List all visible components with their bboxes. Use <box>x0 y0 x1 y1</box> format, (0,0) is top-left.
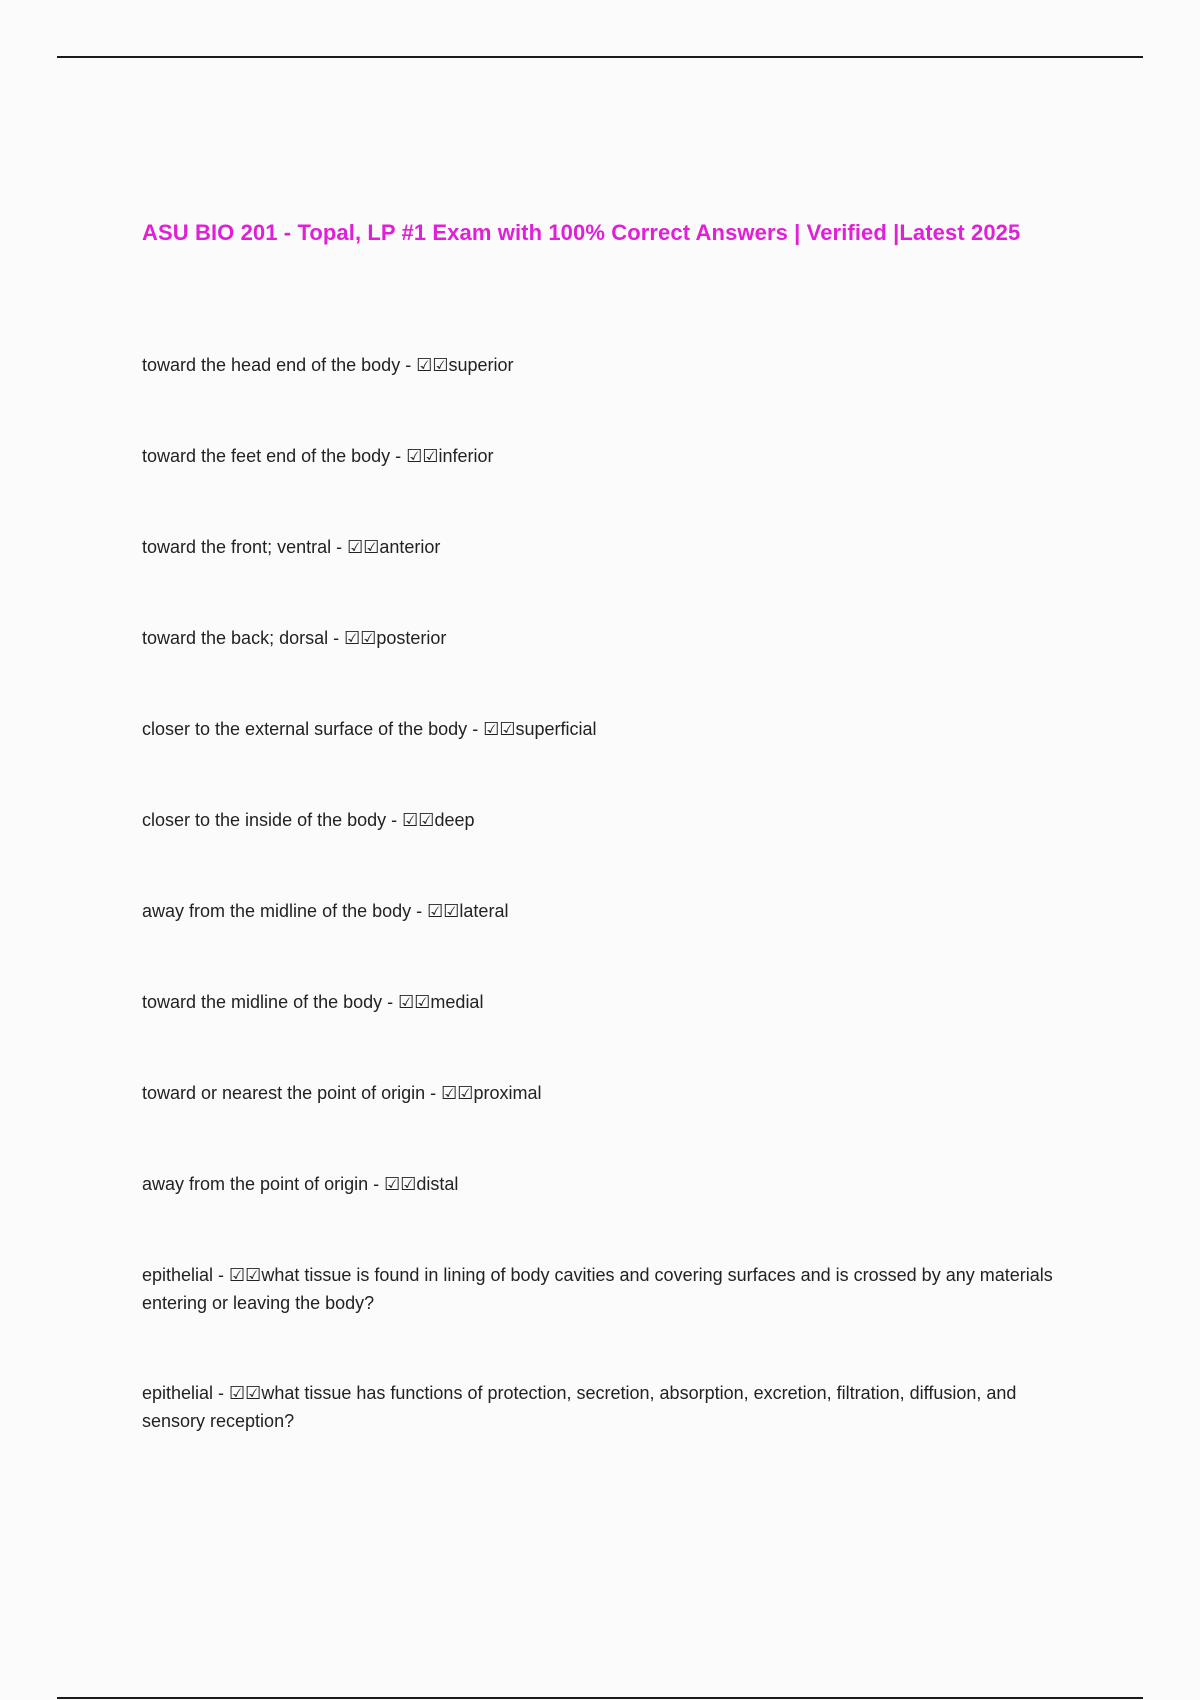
checkbox-icon: ☑☑ <box>441 1083 474 1103</box>
qa-answer: proximal <box>473 1083 542 1103</box>
qa-item <box>142 988 1082 1016</box>
bottom-rule <box>57 1697 1143 1699</box>
qa-list <box>142 351 1082 1497</box>
qa-prompt: toward the front; ventral - <box>142 537 348 557</box>
qa-item <box>142 1261 1082 1317</box>
qa-item <box>142 351 1082 379</box>
qa-item <box>142 715 1082 743</box>
qa-answer: anterior <box>379 537 441 557</box>
qa-answer: posterior <box>376 628 447 648</box>
checkbox-icon: ☑☑ <box>402 810 435 830</box>
checkbox-icon: ☑☑ <box>344 628 377 648</box>
top-rule <box>57 56 1143 58</box>
document-title: ASU BIO 201 - Topal, LP #1 Exam with 100% Correct Answers | Verified |Latest 2025 <box>142 220 1021 245</box>
qa-answer: medial <box>430 992 484 1012</box>
qa-prompt: closer to the inside of the body - <box>142 810 403 830</box>
qa-answer: inferior <box>438 446 494 466</box>
qa-prompt: toward the feet end of the body - <box>142 446 407 466</box>
qa-item <box>142 442 1082 470</box>
qa-prompt: away from the midline of the body - <box>142 901 428 921</box>
checkbox-icon: ☑☑ <box>416 355 449 375</box>
qa-answer: distal <box>416 1174 459 1194</box>
qa-item <box>142 533 1082 561</box>
qa-prompt: away from the point of origin - <box>142 1174 385 1194</box>
qa-item <box>142 624 1082 652</box>
qa-answer: deep <box>434 810 475 830</box>
checkbox-icon: ☑☑ <box>427 901 460 921</box>
qa-prompt: epithelial - <box>142 1383 230 1403</box>
qa-item <box>142 1079 1082 1107</box>
checkbox-icon: ☑☑ <box>483 719 516 739</box>
qa-prompt: closer to the external surface of the body - <box>142 719 484 739</box>
qa-item <box>142 806 1082 834</box>
checkbox-icon: ☑☑ <box>229 1383 262 1403</box>
checkbox-icon: ☑☑ <box>347 537 380 557</box>
qa-answer: superficial <box>515 719 597 739</box>
document-body <box>142 215 1082 1431</box>
checkbox-icon: ☑☑ <box>406 446 439 466</box>
qa-answer: lateral <box>459 901 509 921</box>
qa-item <box>142 1379 1082 1435</box>
checkbox-icon: ☑☑ <box>398 992 431 1012</box>
checkbox-icon: ☑☑ <box>229 1265 262 1285</box>
qa-prompt: epithelial - <box>142 1265 230 1285</box>
qa-item <box>142 897 1082 925</box>
qa-answer: what tissue is found in lining of body cavities and covering surfaces and is crossed by any materials entering or leaving the body? <box>142 1265 1053 1313</box>
qa-prompt: toward the back; dorsal - <box>142 628 345 648</box>
qa-answer: what tissue has functions of protection, secretion, absorption, excretion, filtration, diffusion, and sensory reception? <box>142 1383 1017 1431</box>
qa-prompt: toward the midline of the body - <box>142 992 399 1012</box>
qa-prompt: toward the head end of the body - <box>142 355 417 375</box>
qa-answer: superior <box>448 355 514 375</box>
checkbox-icon: ☑☑ <box>384 1174 417 1194</box>
qa-item <box>142 1170 1082 1198</box>
qa-prompt: toward or nearest the point of origin - <box>142 1083 442 1103</box>
